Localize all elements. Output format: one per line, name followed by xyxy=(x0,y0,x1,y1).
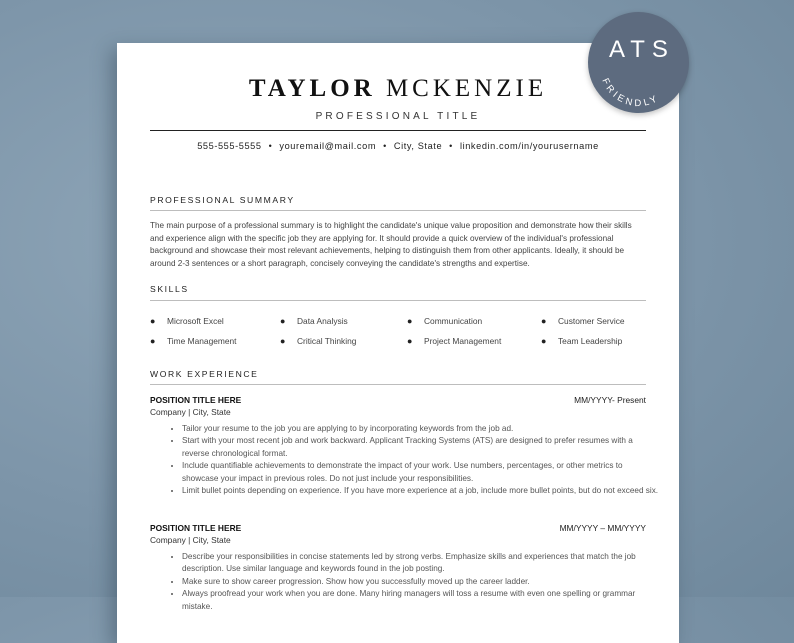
bullet-icon: ● xyxy=(280,336,286,346)
job-bullet: • Describe your responsibilities in concise statements led by strong verbs. Emphasize skills and experiences that match the job description. Use similar language and keywords found in the job posting. xyxy=(182,551,660,576)
skill-item xyxy=(280,316,348,326)
contact-separator: • xyxy=(449,141,453,151)
last-name: MCKENZIE xyxy=(385,75,548,102)
badge-sub-text: FRIENDLY xyxy=(599,76,662,110)
job-dates: MM/YYYY- Present xyxy=(574,395,646,405)
job-bullet: • Limit bullet points depending on experience. If you have more experience at a job, include more bullet points, but do not exceed six. xyxy=(182,485,660,497)
skill-item xyxy=(407,336,502,346)
skills-divider xyxy=(150,300,646,301)
ats-friendly-badge xyxy=(588,12,689,113)
experience-divider xyxy=(150,384,646,385)
summary-divider xyxy=(150,210,646,211)
contact-separator: • xyxy=(268,141,273,151)
experience-heading: WORK EXPERIENCE xyxy=(150,369,259,379)
skill-label: Critical Thinking xyxy=(297,336,357,346)
skill-item xyxy=(150,336,237,346)
badge-sub-arc xyxy=(588,12,689,113)
skill-item xyxy=(407,316,483,326)
contact-email: youremail@mail.com xyxy=(279,141,377,151)
svg-text:FRIENDLY xyxy=(599,77,661,109)
bullet-icon: ● xyxy=(407,316,413,326)
job-title: POSITION TITLE HERE xyxy=(150,395,242,405)
job-dates: MM/YYYY – MM/YYYY xyxy=(559,523,646,533)
professional-title: PROFESSIONAL TITLE xyxy=(315,111,481,122)
job-bullet-list xyxy=(167,551,660,613)
bullet-icon: ● xyxy=(407,336,413,346)
bullet-icon: ● xyxy=(541,336,547,346)
job-bullet: • Always proofread your work when you are done. Many hiring managers will toss a resume with even one spelling or grammar mistake. xyxy=(182,588,660,613)
resume-page xyxy=(117,43,679,643)
bullet-icon: ● xyxy=(280,316,286,326)
job-bullet: • Tailor your resume to the job you are applying to by incorporating keywords from the job ad. xyxy=(182,423,660,435)
skill-item xyxy=(541,336,623,346)
skill-item xyxy=(541,316,625,326)
skill-label: Customer Service xyxy=(558,316,625,326)
summary-heading: PROFESSIONAL SUMMARY xyxy=(150,195,295,205)
job-bullet: • Start with your most recent job and work backward. Applicant Tracking Systems (ATS) are designed to prefer resumes with a reverse chronological format. xyxy=(182,435,660,460)
skill-label: Time Management xyxy=(167,336,237,346)
job-company: Company | City, State xyxy=(150,407,231,417)
skill-label: Project Management xyxy=(424,336,502,346)
job-bullet-list xyxy=(167,423,660,497)
contact-phone: 555-555-5555 xyxy=(197,141,262,151)
contact-line xyxy=(117,141,679,151)
badge-main-text: ATS xyxy=(609,36,675,63)
skill-item xyxy=(150,316,224,326)
skill-label: Microsoft Excel xyxy=(167,316,224,326)
skill-label: Data Analysis xyxy=(297,316,348,326)
skill-label: Team Leadership xyxy=(558,336,623,346)
job-bullet: • Include quantifiable achievements to demonstrate the impact of your work. Use numbers, percentages, or other metrics to showcase your impact in previous roles. Do not just include your responsibilities. xyxy=(182,460,660,485)
job-company: Company | City, State xyxy=(150,535,231,545)
job-bullet: • Make sure to show career progression. Show how you successfully moved up the career ladder. xyxy=(182,576,660,588)
skill-label: Communication xyxy=(424,316,483,326)
bullet-icon: ● xyxy=(150,316,156,326)
bullet-icon: ● xyxy=(541,316,547,326)
job-title: POSITION TITLE HERE xyxy=(150,523,242,533)
header-divider xyxy=(150,130,646,131)
contact-linkedin: linkedin.com/in/yourusername xyxy=(459,141,599,151)
skill-item xyxy=(280,336,357,346)
summary-text: The main purpose of a professional summary is to highlight the candidate's unique value proposition and demonstrate how their skills and experience align with the specific job they are applying for. It should provide a quick overview of the individual's professional background and showcase their most relevant achievements, helping to distinguish them from other applicants. Ideally, it should be around 2-3 sentences or a short paragraph, concisely conveying the candidate's strengths and expertise. xyxy=(150,221,632,269)
contact-separator: • xyxy=(383,141,387,151)
bullet-icon: ● xyxy=(150,336,156,346)
first-name: TAYLOR xyxy=(248,75,376,102)
contact-location: City, State xyxy=(393,141,443,151)
skills-heading: SKILLS xyxy=(150,284,189,294)
